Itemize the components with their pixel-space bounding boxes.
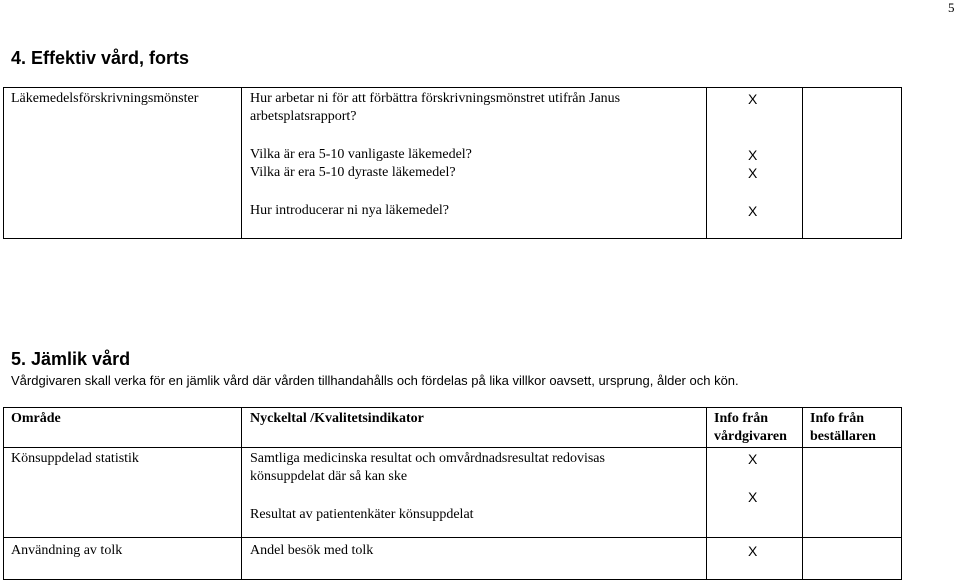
header-area: Område [11,411,61,426]
mark-q4: X [748,203,758,219]
question-3: Vilka är era 5-10 dyraste läkemedel? [250,165,456,180]
row-1-indicator-2: Resultat av patientenkäter könsuppdelat [250,507,474,522]
mark-q3: X [748,165,758,181]
row-1-mark-2: X [748,489,758,505]
header-provider-line-1: Info från [714,411,769,426]
row-1-mark-1: X [748,451,758,467]
question-1-line-2: arbetsplatsrapport? [250,109,357,124]
row-2-mark: X [748,543,758,559]
header-orderer-line-1: Info från [810,411,865,426]
section-5-heading: 5. Jämlik vård [11,349,131,369]
row-1-indicator-1-line-1: Samtliga medicinska resultat och omvårdnadsresultat redovisas [250,451,605,466]
row-1-area: Könsuppdelad statistik [11,451,139,466]
header-provider-line-2: vårdgivaren [714,429,787,444]
row-2-area: Användning av tolk [11,543,123,558]
question-1-line-1: Hur arbetar ni för att förbättra förskrivningsmönstret utifrån Janus [250,91,621,106]
question-4: Hur introducerar ni nya läkemedel? [250,203,450,218]
row-1-indicator-1-line-2: könsuppdelat där så kan ske [250,469,408,484]
header-indicator: Nyckeltal /Kvalitetsindikator [250,411,424,426]
mark-q2: X [748,147,758,163]
question-2: Vilka är era 5-10 vanligaste läkemedel? [250,147,472,162]
section-5-intro: Vårdgivaren skall verka för en jämlik vård där vården tillhandahålls och fördelas på lika villkor oavsett, ursprung, ålder och kön. [11,373,739,388]
row-2-indicator: Andel besök med tolk [250,543,374,558]
section-4-heading: 4. Effektiv vård, forts [11,48,190,68]
page-number: 5 [948,0,955,15]
mark-q1: X [748,91,758,107]
header-orderer-line-2: beställaren [810,429,876,444]
area-cell: Läkemedelsförskrivningsmönster [11,91,199,106]
